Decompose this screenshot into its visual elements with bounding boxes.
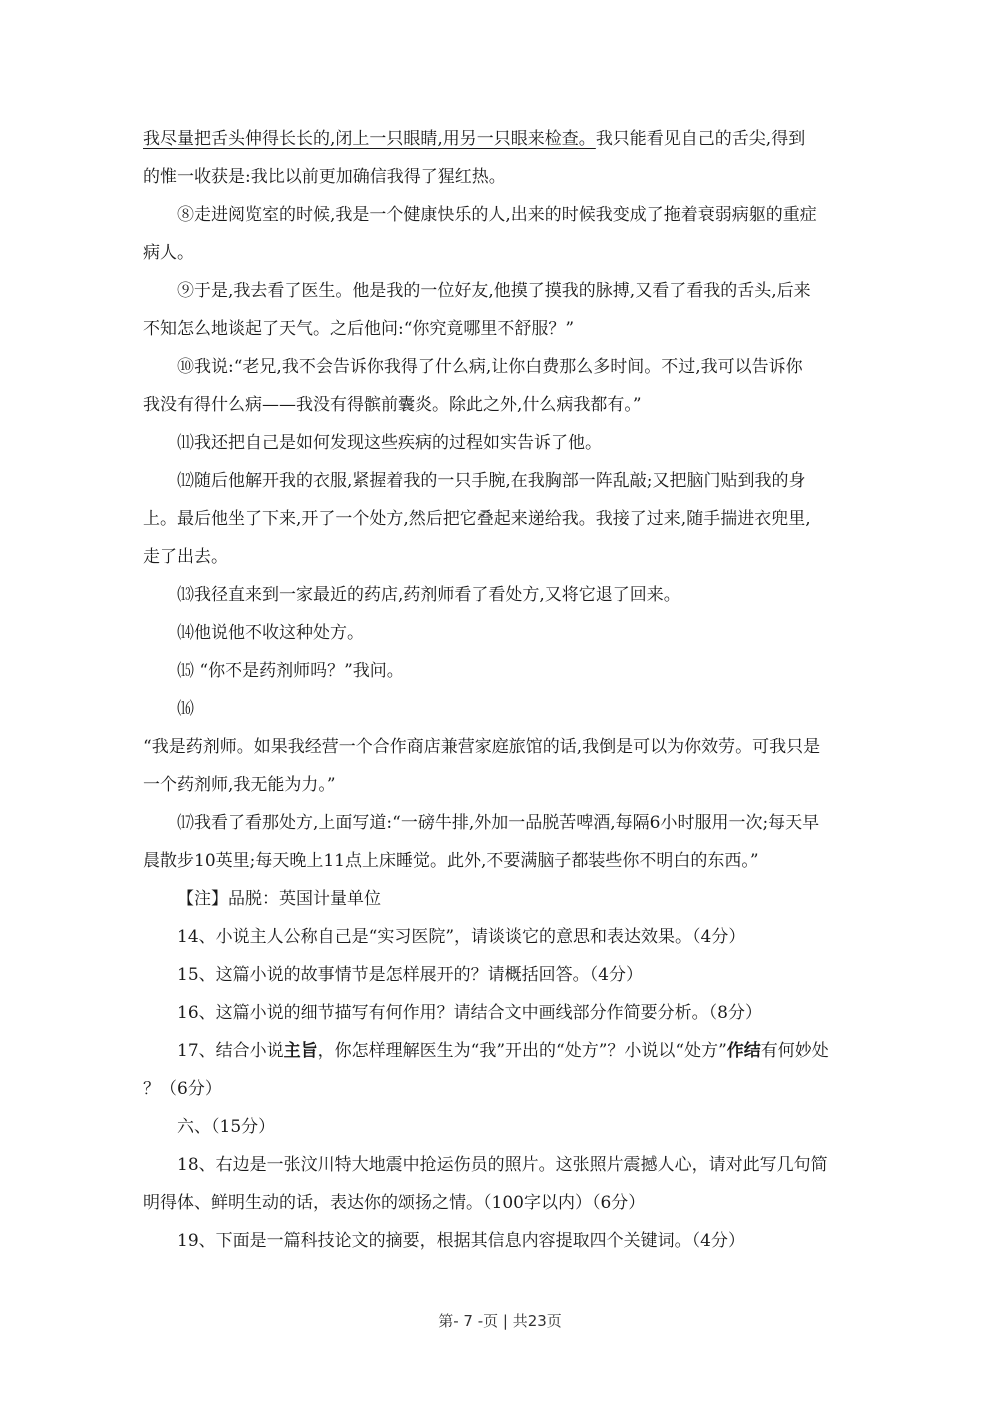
question-16: 16、这篇小说的细节描写有何作用？请结合文中画线部分作简要分析。（8分）	[177, 1003, 762, 1023]
paragraph-16: “我是药剂师。如果我经营一个合作商店兼营家庭旅馆的话,我倒是可以为你效劳。可我只是	[143, 737, 821, 757]
paragraph-13: ⒀我径直来到一家最近的药店,药剂师看了看处方,又将它退了回来。	[177, 585, 681, 605]
paragraph-10: ⑩我说:“老兄,我不会告诉你我得了什么病,让你白费那么多时间。不过,我可以告诉你	[177, 357, 803, 377]
paragraph-8: ⑧走进阅览室的时候,我是一个健康快乐的人,出来的时候我变成了拖着衰弱病躯的重症	[177, 205, 817, 225]
paragraph-16-marker: ⒃	[177, 699, 194, 719]
paragraph-12-line3: 走了出去。	[143, 547, 228, 567]
question-19: 19、下面是一篇科技论文的摘要，根据其信息内容提取四个关键词。（4分）	[177, 1231, 745, 1251]
question-17: 17、结合小说主旨，你怎样理解医生为“我”开出的“处方”？小说以“处方”作结有何妙处	[177, 1041, 829, 1061]
paragraph-16-line2: 一个药剂师,我无能为力。”	[143, 775, 336, 795]
paragraph-9-line2: 不知怎么地谈起了天气。之后他问:“你究竟哪里不舒服？”	[143, 319, 575, 339]
paragraph-11: ⑾我还把自己是如何发现这些疾病的过程如实告诉了他。	[177, 433, 602, 453]
page-footer: 第- 7 -页 | 共23页	[438, 1312, 562, 1330]
question-18-line2: 明得体、鲜明生动的话，表达你的颂扬之情。（100字以内）（6分）	[143, 1193, 646, 1213]
emphasis-theme: 主旨	[283, 1041, 318, 1061]
question-15: 15、这篇小说的故事情节是怎样展开的？请概括回答。（4分）	[177, 965, 643, 985]
paragraph-10-line2: 我没有得什么病——我没有得髌前囊炎。除此之外,什么病我都有。”	[143, 395, 642, 415]
document-body	[143, 120, 863, 1260]
paragraph-17: ⒄我看了看那处方,上面写道:“一磅牛排,外加一品脱苦啤酒,每隔6小时服用一次;每天早	[177, 813, 820, 833]
paragraph-15: ⒂ “你不是药剂师吗？”我问。	[177, 661, 404, 681]
paragraph-7-line2: 的惟一收获是:我比以前更加确信我得了猩红热。	[143, 167, 506, 187]
underlined-passage: 我尽量把舌头伸得长长的,闭上一只眼睛,用另一只眼来检查。	[143, 129, 596, 149]
paragraph-9: ⑨于是,我去看了医生。他是我的一位好友,他摸了摸我的脉搏,又看了看我的舌头,后来	[177, 281, 811, 301]
paragraph-7-cont: 我尽量把舌头伸得长长的,闭上一只眼睛,用另一只眼来检查。我只能看见自己的舌尖,得到	[143, 129, 806, 149]
question-17-line2: ？（6分）	[143, 1079, 222, 1099]
paragraph-12-line2: 上。最后他坐了下来,开了一个处方,然后把它叠起来递给我。我接了过来,随手揣进衣兜里,	[143, 509, 811, 529]
question-14: 14、小说主人公称自己是“实习医院”，请谈谈它的意思和表达效果。（4分）	[177, 927, 746, 947]
paragraph-14: ⒁他说他不收这种处方。	[177, 623, 364, 643]
footnote: 【注】品脱：英国计量单位	[177, 889, 381, 909]
paragraph-12: ⑿随后他解开我的衣服,紧握着我的一只手腕,在我胸部一阵乱敲;又把脑门贴到我的身	[177, 471, 806, 491]
emphasis-ending: 作结	[726, 1041, 761, 1061]
section-six-heading: 六、（15分）	[177, 1117, 276, 1137]
paragraph-8-line2: 病人。	[143, 243, 194, 263]
paragraph-17-line2: 晨散步10英里;每天晚上11点上床睡觉。此外,不要满脑子都装些你不明白的东西。”	[143, 851, 759, 871]
question-18: 18、右边是一张汶川特大地震中抢运伤员的照片。这张照片震撼人心，请对此写几句简	[177, 1155, 828, 1175]
